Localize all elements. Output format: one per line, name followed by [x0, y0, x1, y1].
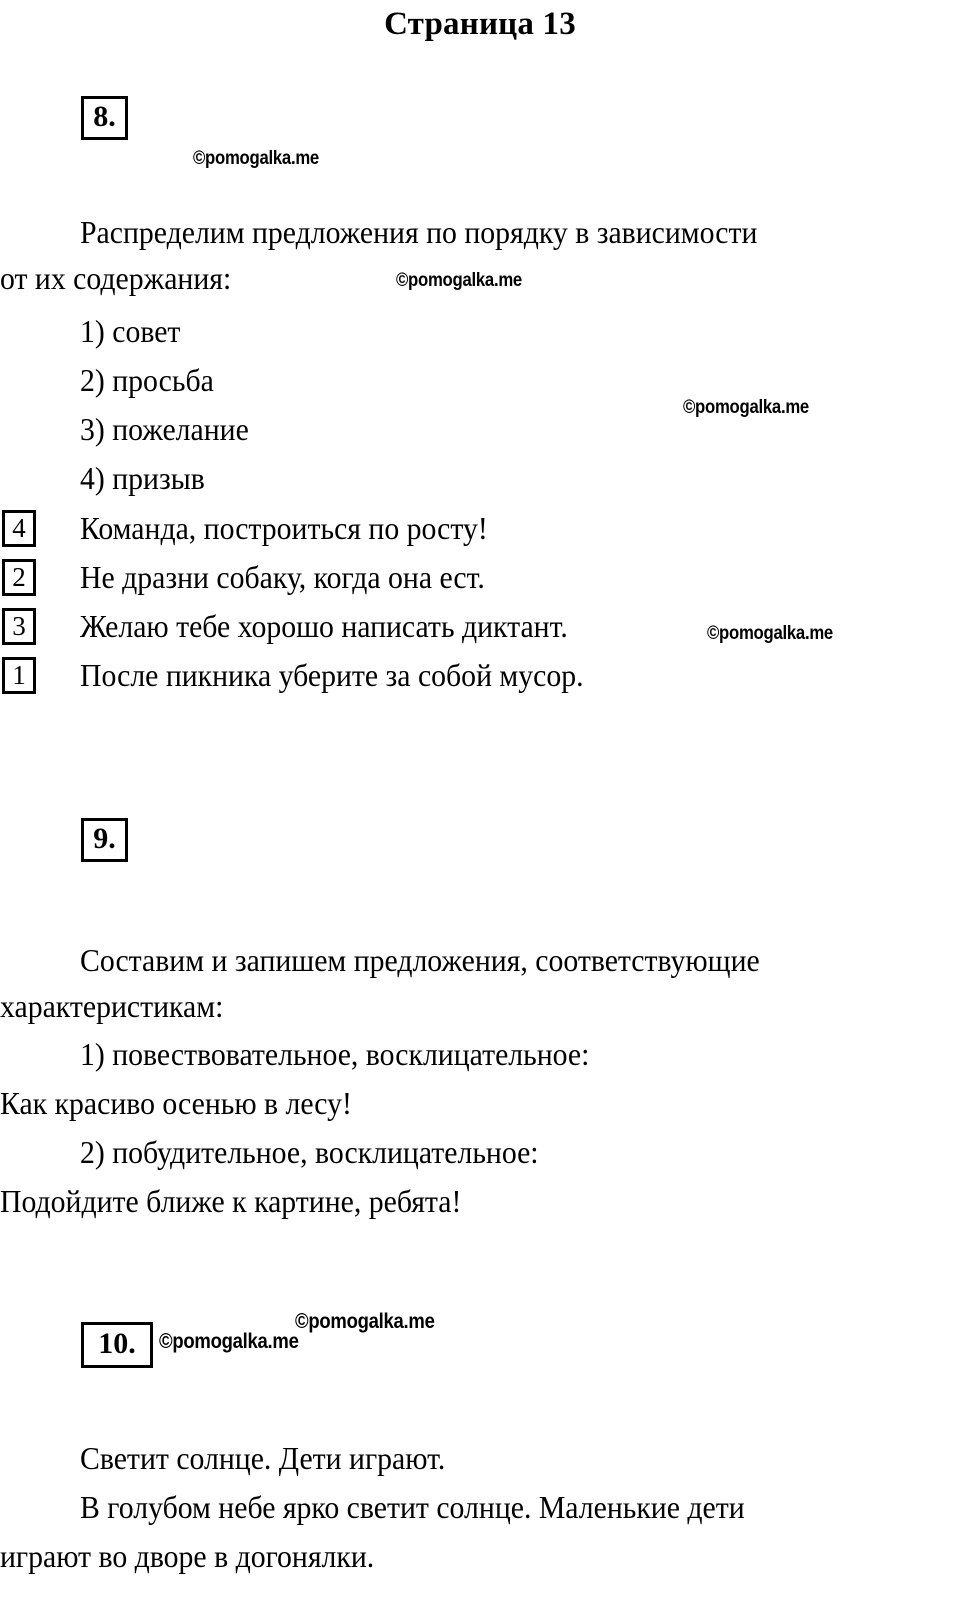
- task9-item-2-answer: Подойдите ближе к картине, ребята!: [0, 1183, 462, 1219]
- ordered-sentence-text: Желаю тебе хорошо написать диктант.: [80, 608, 568, 644]
- watermark: ©pomogalka.me: [396, 270, 522, 291]
- task10-line-3: играют во дворе в догонялки.: [0, 1538, 375, 1574]
- watermark: ©pomogalka.me: [295, 1310, 435, 1333]
- watermark: ©pomogalka.me: [193, 148, 319, 169]
- task8-category-3: 3) пожелание: [80, 411, 249, 447]
- task10-line-2: В голубом небе ярко светит солнце. Маленькие дети: [80, 1489, 745, 1525]
- ordered-sentence-text: После пикника уберите за собой мусор.: [80, 657, 584, 693]
- task9-intro-line-2: характеристикам:: [0, 988, 224, 1024]
- task-number-9: 9.: [81, 818, 128, 862]
- task9-item-2-label: 2) побудительное, восклицательное:: [80, 1134, 539, 1170]
- task-number-8: 8.: [81, 96, 128, 140]
- task8-category-1: 1) совет: [80, 313, 181, 349]
- order-number-box[interactable]: 2: [2, 559, 36, 596]
- task8-intro-line-2: от их содержания:: [0, 260, 232, 296]
- task10-line-1: Светит солнце. Дети играют.: [80, 1440, 446, 1476]
- task8-category-4: 4) призыв: [80, 460, 205, 496]
- ordered-sentence-text: Команда, построиться по росту!: [80, 510, 488, 546]
- page-title: Страница 13: [384, 6, 576, 42]
- task-number-10: 10.: [81, 1322, 153, 1368]
- watermark: ©pomogalka.me: [159, 1330, 299, 1353]
- watermark: ©pomogalka.me: [707, 623, 833, 644]
- task9-intro-line-1: Составим и запишем предложения, соответствующие: [80, 942, 760, 978]
- watermark: ©pomogalka.me: [683, 397, 809, 418]
- ordered-sentence-text: Не дразни собаку, когда она ест.: [80, 559, 485, 595]
- ordered-sentence-row: [0, 508, 960, 552]
- task8-category-2: 2) просьба: [80, 362, 214, 398]
- order-number-box[interactable]: 1: [2, 657, 36, 694]
- task9-item-1-answer: Как красиво осенью в лесу!: [0, 1085, 352, 1121]
- task8-intro-line-1: Распределим предложения по порядку в зависимости: [80, 214, 758, 250]
- ordered-sentence-row: [0, 655, 960, 699]
- order-number-box[interactable]: 4: [2, 510, 36, 547]
- task9-item-1-label: 1) повествовательное, восклицательное:: [80, 1036, 590, 1072]
- order-number-box[interactable]: 3: [2, 608, 36, 645]
- ordered-sentence-row: [0, 557, 960, 601]
